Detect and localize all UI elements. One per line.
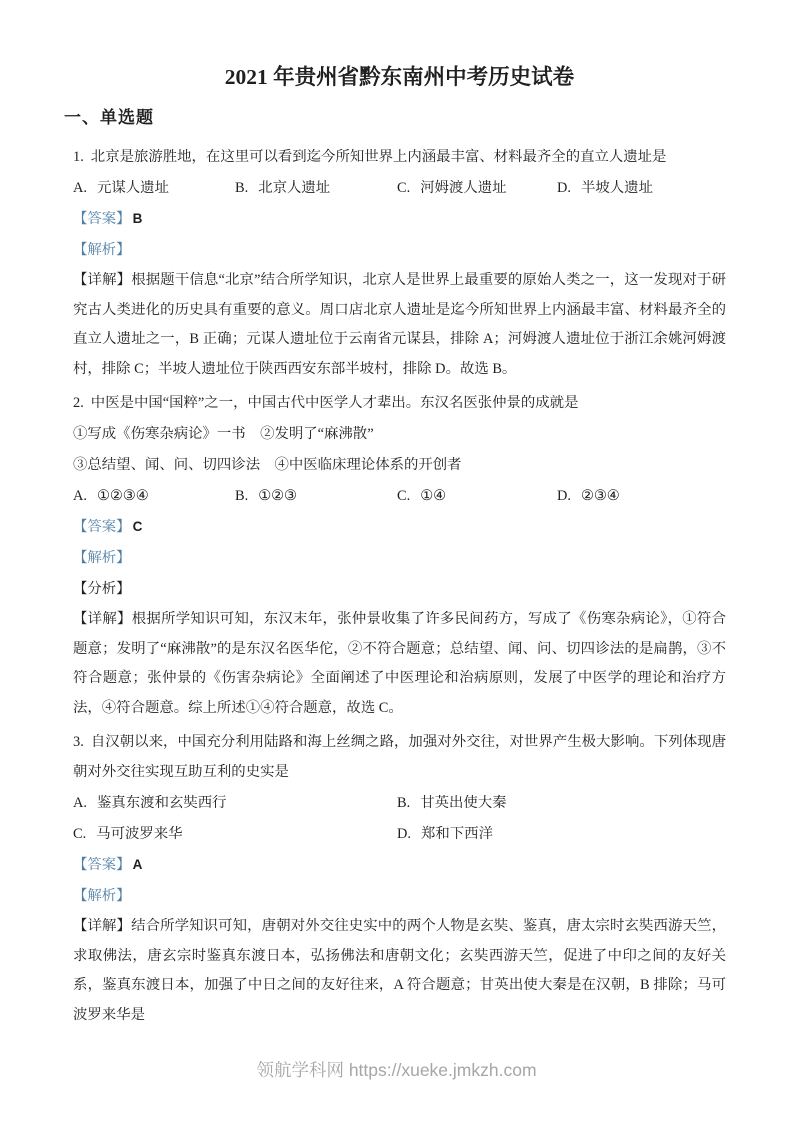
section-heading: 一、单选题 — [64, 108, 154, 127]
option-a — [73, 173, 235, 203]
option-c-label: C. — [73, 826, 87, 842]
answer-label: 【答案】 — [73, 857, 131, 873]
option-a-text: 鉴真东渡和玄奘西行 — [97, 795, 227, 811]
detail-text: 根据所学知识可知，东汉末年，张仲景收集了许多民间药方，写成了《伤寒杂病论》，①符合题意；发明了“麻沸散”的是东汉名医华佗，②不符合题意；总结望、闻、问、切四诊法的是扁鹊，③不符合题意；张仲景的《伤害杂病论》全面阐述了中医理论和治病原则，发展了中医学的理论和治疗方法，④符合题意。综上所述①④符合题意，故选 C。 — [73, 611, 726, 716]
option-d — [557, 173, 653, 203]
jiexi-line — [73, 235, 726, 265]
question-3-stem-text: 自汉朝以来，中国充分利用陆路和海上丝绸之路，加强对外交往，对世界产生极大影响。下列体现唐朝对外交往实现互助互利的史实是 — [73, 734, 726, 780]
option-d-text: 半坡人遗址 — [581, 180, 653, 196]
detail-label: 【详解】 — [73, 918, 132, 934]
detail-paragraph — [73, 266, 726, 384]
option-b — [397, 788, 507, 818]
detail-label: 【详解】 — [73, 611, 132, 627]
detail-paragraph — [73, 605, 726, 723]
jiexi-label: 【解析】 — [73, 888, 131, 904]
detail-paragraph — [73, 912, 726, 1030]
question-2-options — [73, 481, 726, 511]
fenxi-label: 【分析】 — [73, 581, 131, 597]
question-1-stem-text: 北京是旅游胜地，在这里可以看到迄今所知世界上内涵最丰富、材料最齐全的直立人遗址是 — [90, 149, 667, 165]
option-c-text: 河姆渡人遗址 — [420, 180, 507, 196]
question-1-options — [73, 173, 726, 203]
option-b — [235, 173, 397, 203]
answer-label: 【答案】 — [73, 211, 131, 227]
watermark: 领航学科网 https://xueke.jmkzh.com — [256, 1060, 537, 1080]
option-c — [397, 173, 557, 203]
option-c-label: C. — [397, 488, 411, 504]
question-1 — [73, 142, 726, 384]
option-b-text: 甘英出使大秦 — [420, 795, 507, 811]
page-title: 2021 年贵州省黔东南州中考历史试卷 — [224, 65, 575, 89]
option-c — [397, 481, 557, 511]
option-d-text: 郑和下西洋 — [421, 826, 493, 842]
question-2-number: 2. — [73, 395, 84, 411]
option-b-text: 北京人遗址 — [258, 180, 331, 196]
answer-letter: B — [132, 211, 143, 226]
jiexi-label: 【解析】 — [73, 242, 131, 258]
option-b-label: B. — [397, 795, 411, 811]
option-c-text: 马可波罗来华 — [96, 826, 183, 842]
option-a — [73, 788, 397, 818]
detail-text: 结合所学知识可知，唐朝对外交往史实中的两个人物是玄奘、鉴真，唐太宗时玄奘西游天竺，求取佛法，唐玄宗时鉴真东渡日本，弘扬佛法和唐朝文化；玄奘西游天竺，促进了中印之间的友好关系，鉴真东渡日本，加强了中日之间的友好往来，A 符合题意；甘英出使大秦是在汉朝，B 排除；马可波罗来华是 — [73, 918, 726, 1023]
option-d — [557, 481, 620, 511]
detail-text: 根据题干信息“北京”结合所学知识，北京人是世界上最重要的原始人类之一，这一发现对于研究古人类进化的历史具有重要的意义。周口店北京人遗址是迄今所知世界上内涵最丰富、材料最齐全的直立人遗址之一，B 正确；元谋人遗址位于云南省元谋县，排除 A；河姆渡人遗址位于浙江余姚河姆渡村，排除 C；半坡人遗址位于陕西西安东部半坡村，排除 D。故选 B。 — [73, 272, 726, 377]
option-a-text: 元谋人遗址 — [97, 180, 169, 196]
jiexi-line — [73, 543, 726, 573]
question-2-stem-text: 中医是中国“国粹”之一，中国古代中医学人才辈出。东汉名医张仲景的成就是 — [90, 395, 579, 411]
option-d — [397, 819, 493, 849]
option-c-text: ①④ — [420, 488, 447, 504]
option-b — [235, 481, 397, 511]
answer-line — [73, 204, 726, 234]
option-b-text: ①②③ — [258, 488, 297, 504]
detail-label: 【详解】 — [73, 272, 132, 288]
jiexi-label: 【解析】 — [73, 550, 131, 566]
answer-line — [73, 850, 726, 880]
answer-line — [73, 512, 726, 542]
option-d-text: ②③④ — [581, 488, 620, 504]
question-2-subline-1: ①写成《伤寒杂病论》一书 ②发明了“麻沸散” — [73, 426, 374, 442]
option-b-label: B. — [235, 180, 249, 196]
answer-letter: A — [132, 857, 143, 872]
question-1-stem — [73, 142, 726, 172]
option-a-label: A. — [73, 488, 87, 504]
question-3-number: 3. — [73, 734, 84, 750]
question-3 — [73, 727, 726, 1030]
option-d-label: D. — [557, 180, 571, 196]
question-2-subline-2: ③总结望、闻、问、切四诊法 ④中医临床理论体系的开创者 — [73, 457, 462, 473]
question-3-options-row-2 — [73, 819, 726, 849]
question-2 — [73, 388, 726, 723]
option-b-label: B. — [235, 488, 249, 504]
option-c — [73, 819, 397, 849]
answer-label: 【答案】 — [73, 519, 131, 535]
option-a — [73, 481, 235, 511]
question-3-options-row-1 — [73, 788, 726, 818]
answer-letter: C — [132, 519, 143, 534]
question-3-stem — [73, 727, 726, 787]
option-a-label: A. — [73, 180, 87, 196]
question-2-stem — [73, 388, 726, 418]
option-a-text: ①②③④ — [97, 488, 149, 504]
option-d-label: D. — [397, 826, 411, 842]
option-d-label: D. — [557, 488, 571, 504]
jiexi-line — [73, 881, 726, 911]
option-a-label: A. — [73, 795, 87, 811]
fenxi-line — [73, 574, 726, 604]
option-c-label: C. — [397, 180, 411, 196]
question-1-number: 1. — [73, 149, 84, 165]
